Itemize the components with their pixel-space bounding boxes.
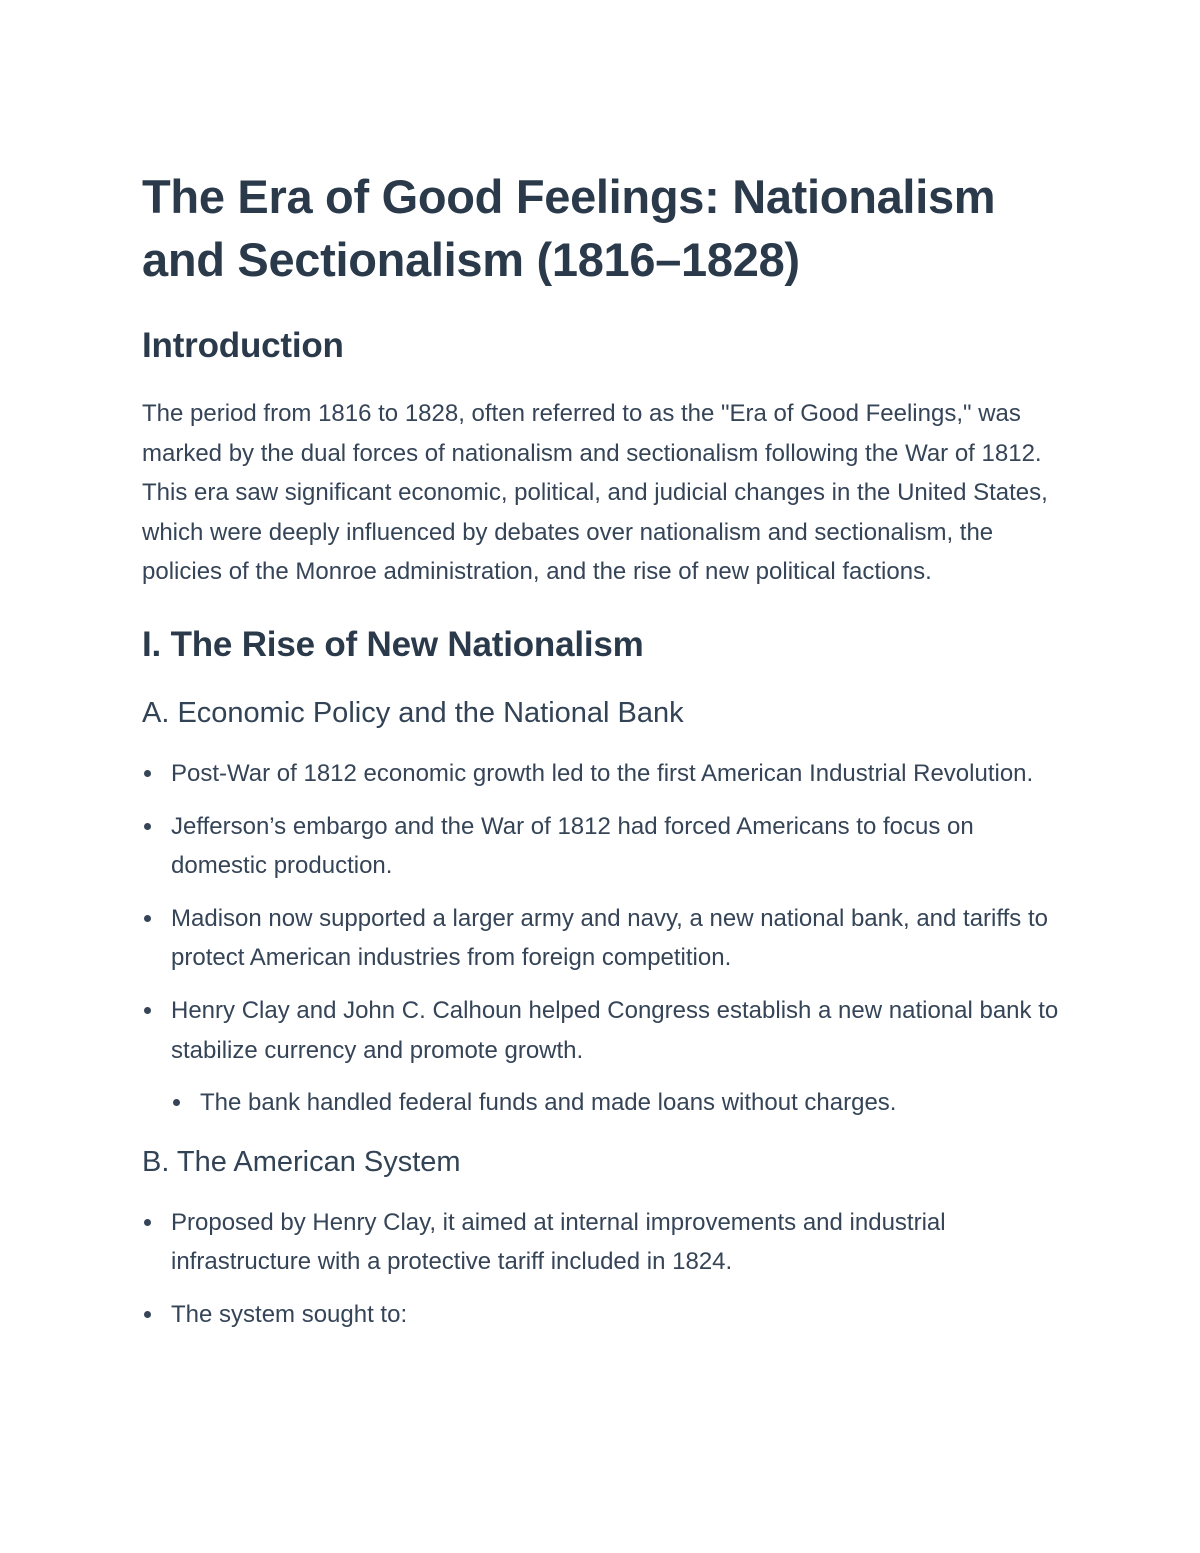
document-title: The Era of Good Feelings: Nationalism and Sectionalism (1816–1828) <box>142 170 996 286</box>
nested-list <box>171 1083 1062 1123</box>
list-item: Proposed by Henry Clay, it aimed at internal improvements and industrial infrastructure with a protective tariff included in 1824. <box>142 1203 1062 1282</box>
section-1-heading: I. The Rise of New Nationalism <box>142 624 644 664</box>
list-item-with-nested <box>142 991 1062 1123</box>
list-item: Jefferson’s embargo and the War of 1812 had forced Americans to focus on domestic production. <box>142 807 1062 886</box>
list-item-text: Henry Clay and John C. Calhoun helped Congress establish a new national bank to stabilize currency and promote growth. <box>171 996 1059 1064</box>
subsection-a-list <box>142 754 1062 1123</box>
introduction-heading: Introduction <box>142 326 344 365</box>
nested-list-item: The bank handled federal funds and made loans without charges. <box>171 1083 1062 1123</box>
document-page <box>142 165 1062 1348</box>
list-item: The system sought to: <box>142 1295 1062 1335</box>
list-item: Post-War of 1812 economic growth led to the first American Industrial Revolution. <box>142 754 1062 794</box>
subsection-b-list <box>142 1203 1062 1335</box>
subsection-a-heading: A. Economic Policy and the National Bank <box>142 696 684 729</box>
introduction-paragraph: The period from 1816 to 1828, often referred to as the "Era of Good Feelings," was marked by the dual forces of nationalism and sectionalism following the War of 1812. This era saw significant economic, political, and judicial changes in the United States, which were deeply influenced by debates over nationalism and sectionalism, the policies of the Monroe administration, and the rise of new political factions. <box>142 400 1048 586</box>
subsection-b-heading: B. The American System <box>142 1145 461 1178</box>
list-item: Madison now supported a larger army and navy, a new national bank, and tariffs to protect American industries from foreign competition. <box>142 899 1062 978</box>
